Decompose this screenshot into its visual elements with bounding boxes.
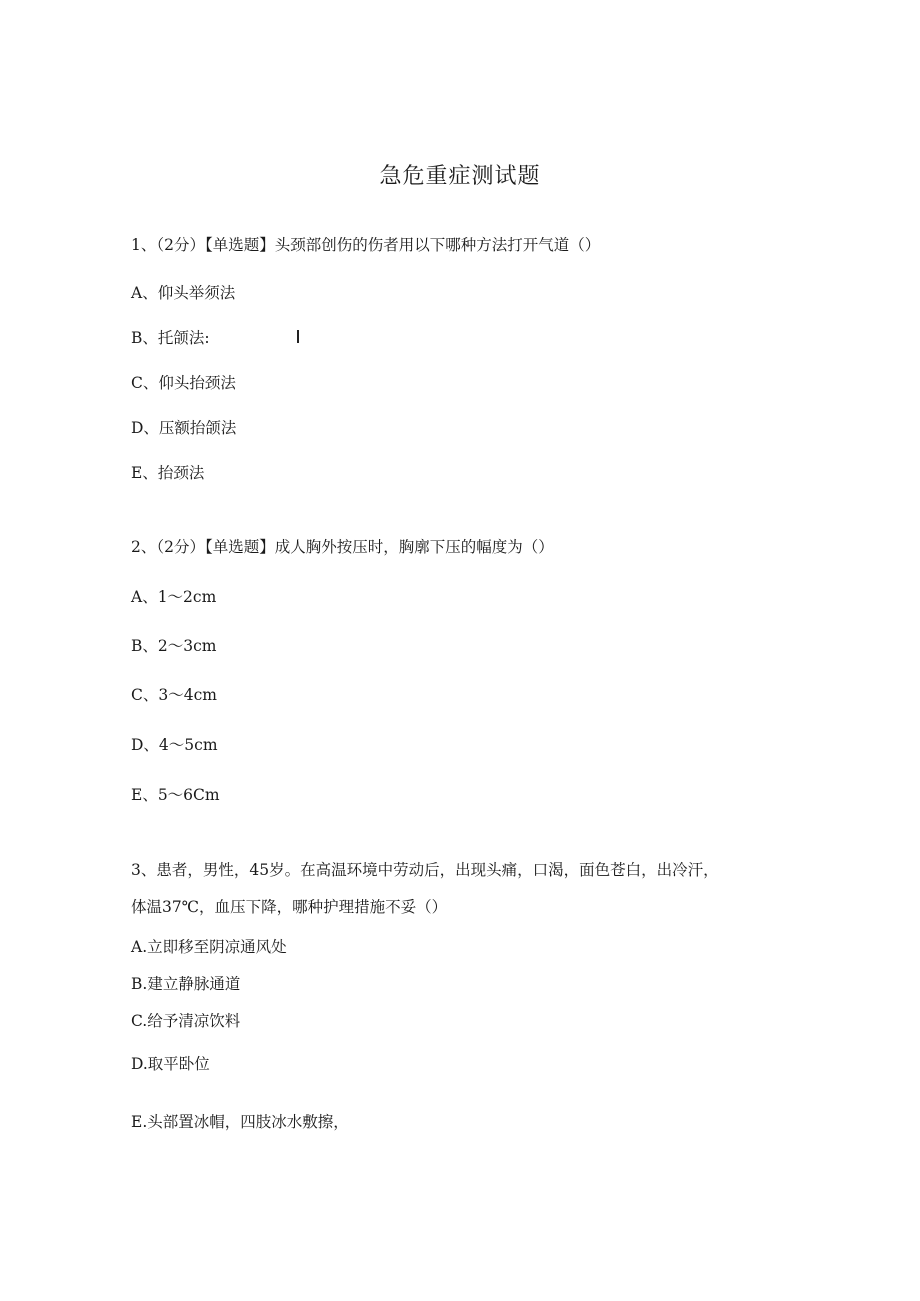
question-3-option-c: C.给予清凉饮料 xyxy=(131,1012,241,1030)
question-3-option-b: B.建立静脉通道 xyxy=(131,975,241,993)
question-3-option-a: A.立即移至阴凉通风处 xyxy=(131,938,287,956)
question-2-option-a: A、1～2cm xyxy=(131,588,217,606)
page-title: 急危重症测试题 xyxy=(379,164,541,189)
question-1-option-e: E、抬颈法 xyxy=(131,464,205,482)
question-1-option-b: B、托颌法: xyxy=(131,329,210,347)
question-3-option-e: E.头部置冰帽，四肢冰水敷擦， xyxy=(131,1113,349,1131)
question-1-option-d: D、压额抬颌法 xyxy=(131,419,237,437)
question-1-option-a: A、仰头举须法 xyxy=(131,284,236,302)
question-2-stem: 2、（2分）【单选题】成人胸外按压时，胸廓下压的幅度为（） xyxy=(131,538,554,556)
question-3-stem-line-2: 体温37℃，血压下降，哪种护理措施不妥（） xyxy=(131,898,448,916)
text-cursor-mark xyxy=(297,330,299,343)
question-2-option-e: E、5～6Cm xyxy=(131,786,220,804)
question-1-stem: 1、（2分）【单选题】头颈部创伤的伤者用以下哪种方法打开气道（） xyxy=(131,236,601,254)
question-2-option-c: C、3～4cm xyxy=(131,686,217,704)
question-3-stem-line-1: 3、患者，男性，45岁。在高温环境中劳动后，出现头痛，口渴，面色苍白，出冷汗， xyxy=(131,861,719,879)
question-2-option-b: B、2～3cm xyxy=(131,637,217,655)
question-2-option-d: D、4～5cm xyxy=(131,736,218,754)
question-1-option-c: C、仰头抬颈法 xyxy=(131,374,236,392)
question-3-option-d: D.取平卧位 xyxy=(131,1055,210,1073)
